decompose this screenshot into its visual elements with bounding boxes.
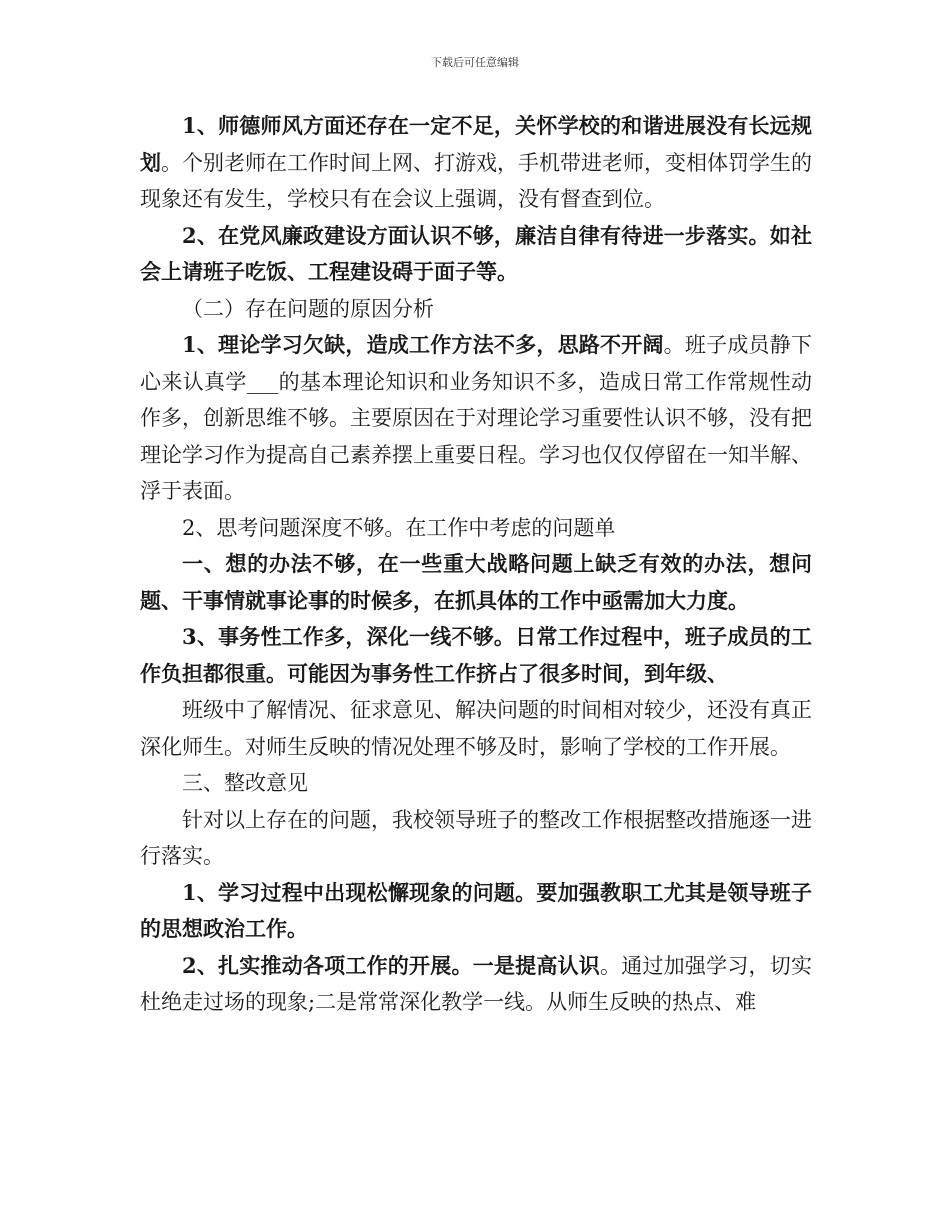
paragraph-9-body: 三、整改意见 — [182, 771, 308, 795]
paragraph-10-body: 针对以上存在的问题，我校领导班子的整改工作根据整改措施逐一进行落实。 — [140, 807, 812, 868]
paragraph-2 — [140, 218, 812, 291]
paragraph-1-lead: 1、师德师风方面还存在一定不足，关怀学校的和谐进展没有长远规划 — [140, 113, 812, 175]
paragraph-8 — [140, 692, 812, 765]
paragraph-1-body: 。个别老师在工作时间上网、打游戏，手机带进老师，变相体罚学生的现象还有发生，学校只有在会议上强调，没有督查到位。 — [140, 150, 812, 211]
paragraph-3-body: （二）存在问题的原因分析 — [182, 296, 434, 321]
section-heading-rectification — [140, 765, 812, 802]
paragraph-12-lead: 2、扎实推动各项工作的开展。一是提高认识 — [182, 952, 601, 978]
paragraph-4-body: 。班子成员静下心来认真学___的基本理论知识和业务知识不多，造成日常工作常规性动作多，创新思维不够。主要原因在于对理论学习重要性认识不够，没有把理论学习作为提高自己素养摆上重要日程。学习也仅仅停留在一知半解、浮于表面。 — [140, 333, 812, 503]
paragraph-12-body: 。通过加强学习，切实杜绝走过场的现象;二是常常深化教学一线。从师生反映的热点、难 — [140, 953, 812, 1014]
section-heading-cause-analysis — [140, 291, 812, 328]
paragraph-6-lead: 一、想的办法不够，在一些重大战略问题上缺乏有效的办法，想问题、干事情就事论事的时候多，在抓具体的工作中亟需加大力度。 — [140, 551, 812, 613]
paragraph-6 — [140, 546, 812, 619]
paragraph-8-body: 班级中了解情况、征求意见、解决问题的时间相对较少，还没有真正深化师生。对师生反映的情况处理不够及时，影响了学校的工作开展。 — [140, 698, 812, 759]
paragraph-4 — [140, 327, 812, 510]
page-header-note: 下载后可任意编辑 — [431, 56, 519, 69]
paragraph-11 — [140, 875, 812, 948]
paragraph-7 — [140, 619, 812, 692]
paragraph-10 — [140, 802, 812, 875]
paragraph-1 — [140, 108, 812, 218]
paragraph-7-lead: 3、事务性工作多，深化一线不够。日常工作过程中，班子成员的工作负担都很重。可能因为事务性工作挤占了很多时间，到年级、 — [140, 624, 812, 686]
document-body — [140, 108, 812, 1021]
paragraph-12 — [140, 948, 812, 1021]
paragraph-4-lead: 1、理论学习欠缺，造成工作方法不多，思路不开阔 — [182, 332, 664, 357]
paragraph-2-lead: 2、在党风廉政建设方面认识不够，廉洁自律有待进一步落实。如社会上请班子吃饭、工程建设碍于面子等。 — [140, 222, 812, 284]
paragraph-11-lead: 1、学习过程中出现松懈现象的问题。要加强教职工尤其是领导班子的思想政治工作。 — [140, 879, 812, 941]
paragraph-5 — [140, 510, 812, 547]
paragraph-5-body: 2、思考问题深度不够。在工作中考虑的问题单 — [182, 515, 616, 540]
